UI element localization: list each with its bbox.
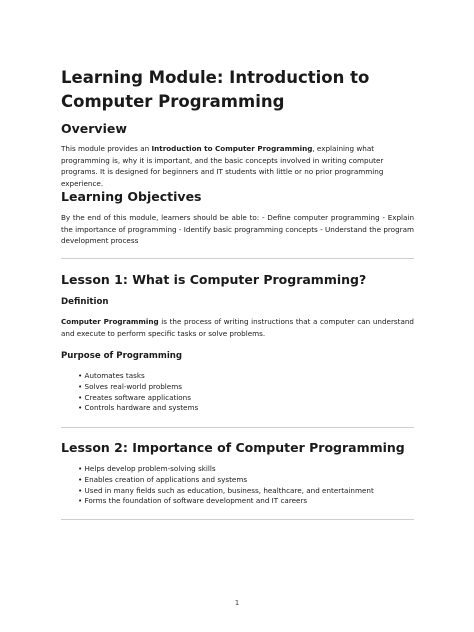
purpose-heading: Purpose of Programming	[61, 351, 183, 361]
objectives-heading: Learning Objectives	[61, 189, 202, 204]
objectives-paragraph: By the end of this module, learners should be able to: - Define computer programming - Explain the importance of programming - Identify basic programming concepts - Understand the program development process	[61, 213, 414, 246]
list-item: • Used in many fields such as education, business, healthcare, and entertainment	[78, 486, 374, 497]
section-divider	[61, 427, 414, 428]
overview-text-end: , explaining what programming is, why it is important, and the basic concepts involved in writing computer programs. It is designed for beginners and IT students with little or no prior programming experience.	[61, 144, 384, 188]
overview-text-start: This module provides an	[61, 144, 152, 153]
definition-term: Computer Programming	[61, 317, 159, 326]
list-item: • Enables creation of applications and systems	[78, 475, 374, 486]
lesson2-heading: Lesson 2: Importance of Computer Programming	[61, 440, 405, 455]
list-item: • Creates software applications	[78, 393, 198, 404]
section-divider	[61, 258, 414, 259]
overview-heading: Overview	[61, 121, 127, 136]
importance-list	[78, 464, 374, 507]
list-item: • Automates tasks	[78, 371, 198, 382]
overview-paragraph	[61, 143, 414, 189]
list-item: • Helps develop problem-solving skills	[78, 464, 374, 475]
lesson1-heading: Lesson 1: What is Computer Programming?	[61, 272, 367, 287]
page-number: 1	[234, 598, 240, 607]
section-divider	[61, 519, 414, 520]
page-title: Learning Module: Introduction to Computer Programming	[61, 68, 370, 111]
overview-text-bold: Introduction to Computer Programming	[151, 144, 313, 153]
definition-paragraph	[61, 316, 414, 339]
definition-text: is the process of writing instructions that a computer can understand and execute to perform specific tasks or solve problems.	[61, 317, 414, 338]
definition-heading: Definition	[61, 297, 109, 307]
list-item: • Forms the foundation of software development and IT careers	[78, 496, 374, 507]
list-item: • Solves real-world problems	[78, 382, 198, 393]
list-item: • Controls hardware and systems	[78, 403, 198, 414]
purpose-list	[78, 371, 198, 414]
